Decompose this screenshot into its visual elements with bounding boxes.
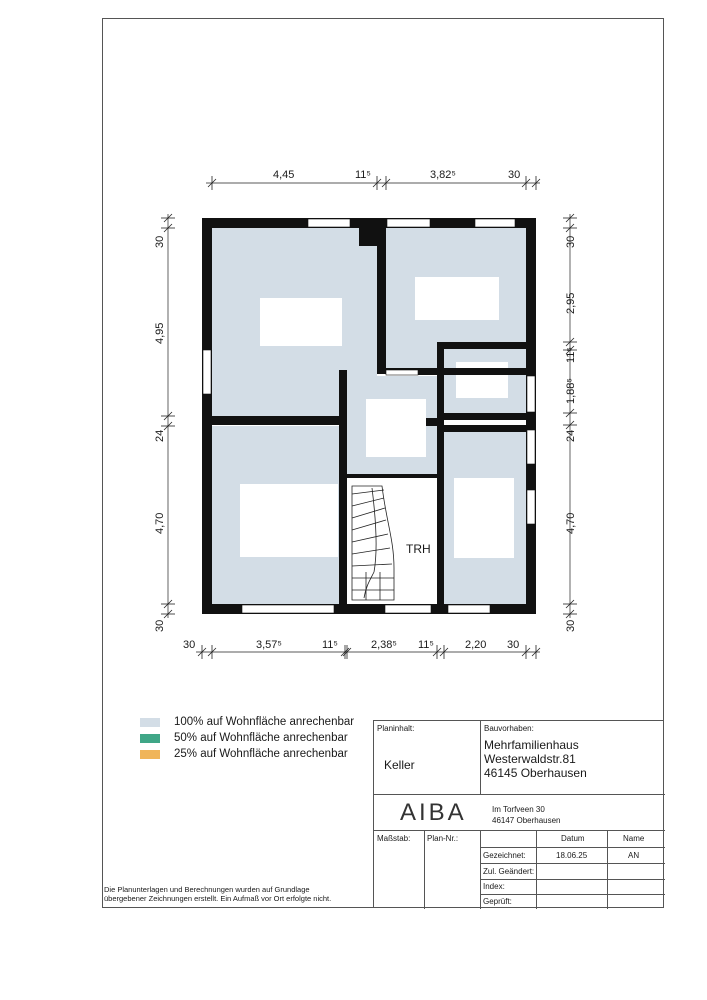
index-label: Index: [483,882,505,891]
legend-label-25: 25% auf Wohnfläche anrechenbar [174,748,348,760]
legend-item-25 [140,748,348,760]
wall-small-room-bottom [444,413,526,420]
bauvorhaben-line-3: 46145 Oberhausen [484,766,587,780]
dim-right-1: 30 [565,235,577,248]
plan-nr-label: Plan-Nr.: [427,834,459,843]
stair-label: TRH [406,542,431,556]
planinhalt-label: Planinhalt: [377,724,415,733]
dim-bottom-4: 2,38⁵ [371,639,397,651]
company-address-line-1: Im Torfveen 30 [492,805,545,814]
room-stair [347,478,437,604]
wall-stair-top-right [426,418,437,426]
dim-right-2: 2,95 [565,292,577,314]
legend-swatch-25 [140,750,160,759]
dim-left-3: 24 [154,429,166,442]
label-box-small-right [456,362,508,398]
label-box-top-right [415,277,499,320]
legend-item-100 [140,716,354,728]
tb-divider [374,794,665,795]
title-block [373,720,664,908]
door-opening-hall [386,370,418,375]
window-right-3 [527,490,535,524]
wall-block-top-mid [359,228,379,246]
disclaimer-line-2: übergebener Zeichnungen erstellt. Ein Aufmaß vor Ort erfolgte nicht. [104,894,332,903]
legend-swatch-50 [140,734,160,743]
window-bottom-2 [385,605,431,613]
tb-divider [607,830,608,909]
window-bottom-3 [448,605,490,613]
label-box-bottom-right [454,478,514,558]
dim-bottom-6: 2,20 [465,639,487,651]
legend-swatch-100 [140,718,160,727]
dim-left-5: 30 [154,619,166,632]
wall-hall-right [437,342,444,605]
label-box-bottom-left [240,484,338,557]
bauvorhaben-line-1: Mehrfamilienhaus [484,738,579,752]
tb-divider [374,830,665,831]
company-logo: AIBA [400,799,467,826]
bauvorhaben-label: Bauvorhaben: [484,724,534,733]
dim-bottom-7: 30 [507,639,520,651]
wall-outer-right [526,218,536,614]
disclaimer-note [104,885,331,903]
label-box-center [366,399,426,457]
gezeichnet-label: Gezeichnet: [483,851,526,860]
dim-left-4: 4,70 [154,512,166,534]
planinhalt-value: Keller [384,758,415,772]
massstab-label: Maßstab: [377,834,411,843]
window-bottom-1 [242,605,334,613]
tb-divider [480,894,665,895]
tb-divider [424,830,425,909]
dim-right-6: 4,70 [565,512,577,534]
dim-bottom-1: 30 [183,639,196,651]
tb-divider [536,830,537,909]
dim-right-5: 24 [565,429,577,442]
dimension-texts-left [154,236,166,632]
wall-small-room-top [437,342,526,349]
dim-top-1: 4,45 [273,169,295,181]
tb-divider [480,830,481,909]
dim-right-4: 1,88⁵ [565,378,577,404]
wall-inner-vertical-top [377,228,386,374]
dim-bottom-3: 11⁵ [322,639,338,651]
legend-item-50 [140,732,348,744]
dim-bottom-5: 11⁵ [418,639,434,651]
window-left [203,350,211,394]
wall-inner-horizontal-left [212,416,347,425]
name-header: Name [623,834,645,843]
datum-header: Datum [561,834,585,843]
dim-top-4: 30 [508,169,521,181]
wall-stair-top [347,474,437,478]
tb-divider [480,879,665,880]
dim-left-2: 4,95 [154,322,166,344]
window-top-1 [308,219,350,227]
wall-outer-left [202,218,212,614]
company-address-line-2: 46147 Oberhausen [492,816,561,825]
window-right-2 [527,430,535,464]
dim-right-7: 30 [565,619,577,632]
wall-bottom-right-top [444,425,526,432]
label-box-top-left [260,298,342,346]
gezeichnet-date: 18.06.25 [556,851,588,860]
dim-right-3: 11⁵ [565,347,577,363]
geprueft-label: Geprüft: [483,897,512,906]
bauvorhaben-line-2: Westerwaldstr.81 [484,752,576,766]
dim-left-1: 30 [154,235,166,248]
legend-label-100: 100% auf Wohnfläche anrechenbar [174,716,355,728]
zul-geaendert-label: Zul. Geändert: [483,867,535,876]
dim-bottom-2: 3,57⁵ [256,639,282,651]
wall-hall-left [339,370,347,605]
gezeichnet-name: AN [628,851,640,860]
window-top-2 [387,219,430,227]
tb-divider [480,863,665,864]
tb-divider [480,847,665,848]
disclaimer-line-1: Die Planunterlagen und Berechnungen wurden auf Grundlage [104,885,310,894]
tb-divider [480,721,481,794]
legend-label-50: 50% auf Wohnfläche anrechenbar [174,732,348,744]
window-top-3 [475,219,515,227]
dim-top-3: 3,82⁵ [430,169,456,181]
dimension-texts-right [565,236,577,632]
window-right-1 [527,376,535,412]
dim-top-2: 11⁵ [355,169,371,181]
